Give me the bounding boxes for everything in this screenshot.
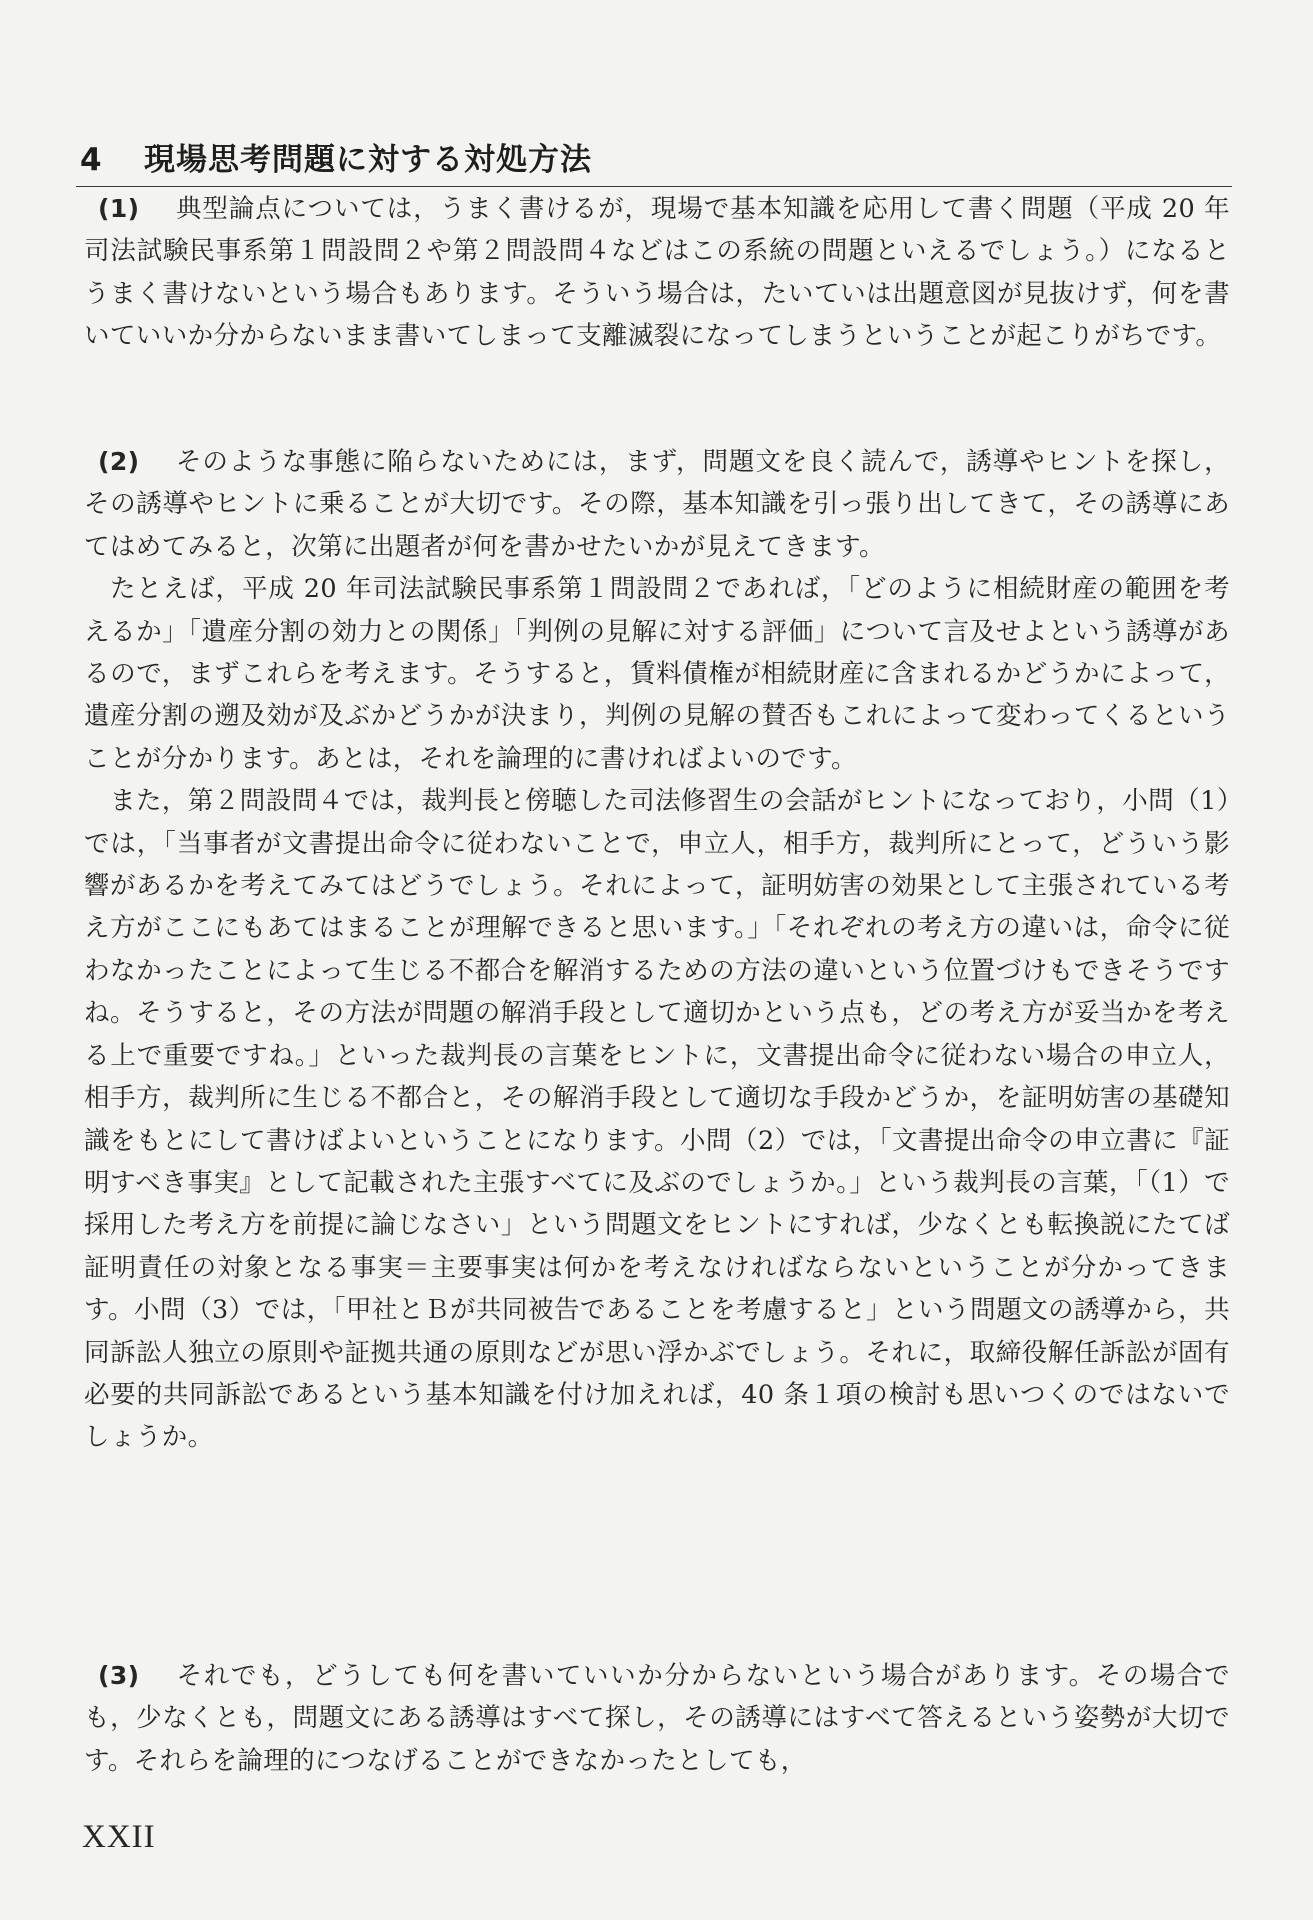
paragraph-text: 典型論点については，うまく書けるが，現場で基本知識を応用して書く問題（平成 20 年司法試験民事系第１問設問２や第２問設問４などはこの系統の問題といえるでしょう。）になるとうまく書けないという場合もあります。そういう場合は，たいていは出題意図が見抜けず，何を書いていいか分からないまま書いてしまって支離滅裂になってしまうということが起こりがちです。 (84, 194, 1230, 352)
subsection-label: (2) (98, 447, 140, 476)
paragraph: また，第２問設問４では，裁判長と傍聴した司法修習生の会話がヒントになっており，小問（1）では，「当事者が文書提出命令に従わないことで，申立人，相手方，裁判所にとって，どういう影響があるかを考えてみてはどうでしょう。それによって，証明妨害の効果として主張されている考え方がここにもあてはまることが理解できると思います。」「それぞれの考え方の違いは，命令に従わなかったことによって生じる不都合を解消するための方法の違いという位置づけもできそうですね。そうすると，その方法が問題の解消手段として適切かという点も，どの考え方が妥当かを考える上で重要ですね。」といった裁判長の言葉をヒントに，文書提出命令に従わない場合の申立人，相手方，裁判所に生じる不都合と，その解消手段として適切な手段かどうか，を証明妨害の基礎知識をもとにして書けばよいということになります。小問（2）では，「文書提出命令の申立書に『証明すべき事実』として記載された主張すべてに及ぶのでしょうか。」という裁判長の言葉，「（1）で採用した考え方を前提に論じなさい」という問題文をヒントにすれば，少なくとも転換説にたてば証明責任の対象となる事実＝主要事実は何かを考えなければならないということが分かってきます。小問（3）では，「甲社とＢが共同被告であることを考慮すると」という問題文の誘導から，共同訴訟人独立の原則や証拠共通の原則などが思い浮かぶでしょう。それに，取締役解任訴訟が固有必要的共同訴訟であるという基本知識を付け加えれば，40 条１項の検討も思いつくのではないでしょうか。 (84, 786, 1230, 1453)
paragraph: たとえば，平成 20 年司法試験民事系第１問設問２であれば，「どのように相続財産の範囲を考えるか」「遺産分割の効力との関係」「判例の見解に対する評価」について言及せよという誘導があるので，まずこれらを考えます。そうすると，賃料債権が相続財産に含まれるかどうかによって，遺産分割の遡及効が及ぶかどうかが決まり，判例の見解の賛否もこれによって変わってくるということが分かります。あとは，それを論理的に書ければよいのです。 (84, 574, 1230, 774)
subsection-label: (1) (98, 194, 140, 223)
section-title: 現場思考問題に対する対処方法 (144, 142, 592, 178)
subsection-label: (3) (98, 1661, 140, 1690)
paragraph (84, 441, 1230, 568)
page-number: XXII (82, 1819, 156, 1855)
paragraph (84, 188, 1230, 358)
section-heading (80, 138, 1230, 182)
heading-underline (76, 186, 1232, 187)
section-number: 4 (80, 142, 103, 178)
subsection-1 (84, 188, 1230, 358)
subsection-3 (84, 1655, 1230, 1782)
paragraph-text: それでも，どうしても何を書いていいか分からないという場合があります。その場合でも，少なくとも，問題文にある誘導はすべて探し，その誘導にはすべて答えるという姿勢が大切です。それらを論理的につなげることができなかったとしても， (84, 1661, 1230, 1776)
paragraph (84, 1655, 1230, 1782)
subsection-2 (84, 441, 1230, 1459)
paragraph-text: そのような事態に陥らないためには，まず，問題文を良く読んで，誘導やヒントを探し，その誘導やヒントに乗ることが大切です。その際，基本知識を引っ張り出してきて，その誘導にあてはめてみると，次第に出題者が何を書かせたいかが見えてきます。 (84, 447, 1230, 562)
